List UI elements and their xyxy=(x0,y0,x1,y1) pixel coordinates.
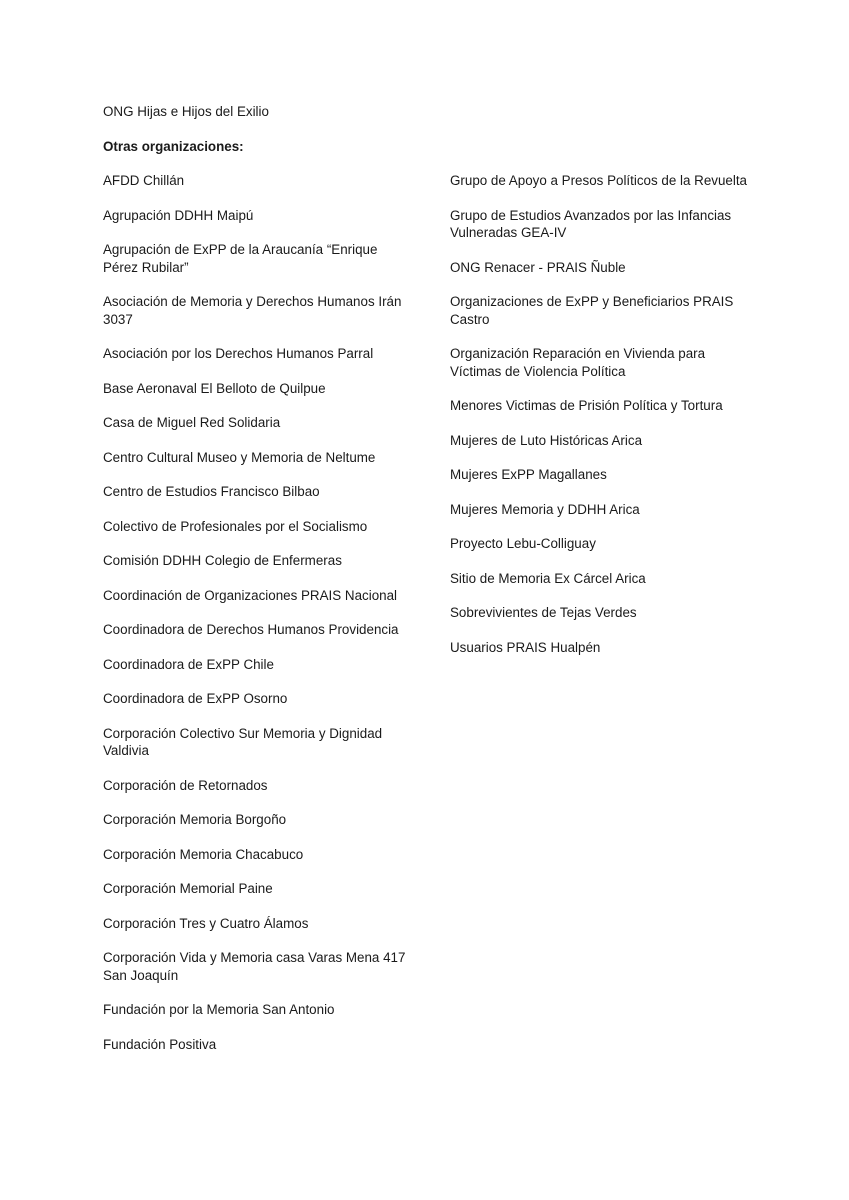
organization-item: Corporación Memorial Paine xyxy=(103,881,273,896)
organization-item: Fundación Positiva xyxy=(103,1036,217,1052)
organization-item: Corporación Memoria Chacabuco xyxy=(103,846,304,862)
organization-item: Corporación de Retornados xyxy=(103,777,268,793)
organization-item: Coordinación de Organizaciones PRAIS Nacional xyxy=(103,587,398,603)
organization-item: Organización Reparación en Vivienda para Víctimas de Violencia Política xyxy=(450,346,706,379)
organizations-left-column xyxy=(103,172,408,1070)
organization-item: Asociación de Memoria y Derechos Humanos Irán 3037 xyxy=(103,294,402,327)
organization-item: Organizaciones de ExPP y Beneficiarios PRAIS Castro xyxy=(450,294,734,327)
organization-item: Usuarios PRAIS Hualpén xyxy=(450,639,601,655)
organization-item: Corporación Memoria Borgoño xyxy=(103,812,287,827)
organization-item: Centro de Estudios Francisco Bilbao xyxy=(103,484,320,499)
organization-item: Proyecto Lebu-Colliguay xyxy=(450,536,596,551)
organization-item: ONG Renacer - PRAIS Ñuble xyxy=(450,259,626,275)
organization-item: Coordinadora de ExPP Osorno xyxy=(103,691,288,706)
organization-item: Base Aeronaval El Belloto de Quilpue xyxy=(103,380,326,396)
organization-item: Asociación por los Derechos Humanos Parral xyxy=(103,346,374,361)
section-heading: Otras organizaciones: xyxy=(103,138,244,154)
intro-line: ONG Hijas e Hijos del Exilio xyxy=(103,104,269,119)
organization-item: Corporación Colectivo Sur Memoria y Dignidad Valdivia xyxy=(103,725,383,758)
organization-list-left xyxy=(103,172,408,1053)
organizations-right-column xyxy=(450,172,750,673)
organization-list-right xyxy=(450,172,750,656)
organization-item: Grupo de Estudios Avanzados por las Infancias Vulneradas GEA-IV xyxy=(450,207,732,240)
organization-item: Colectivo de Profesionales por el Socialismo xyxy=(103,518,368,534)
organization-item: Menores Victimas de Prisión Política y Tortura xyxy=(450,398,723,413)
organization-item: Sitio de Memoria Ex Cárcel Arica xyxy=(450,570,646,586)
organization-item: Mujeres ExPP Magallanes xyxy=(450,467,607,482)
organization-item: Grupo de Apoyo a Presos Políticos de la Revuelta xyxy=(450,173,747,188)
organization-item: Mujeres Memoria y DDHH Arica xyxy=(450,501,640,517)
organization-item: Casa de Miguel Red Solidaria xyxy=(103,415,281,430)
organization-item: Sobrevivientes de Tejas Verdes xyxy=(450,605,637,620)
organization-item: AFDD Chillán xyxy=(103,173,185,188)
organization-item: Corporación Tres y Cuatro Álamos xyxy=(103,915,309,931)
intro-block xyxy=(103,103,423,155)
organization-item: Mujeres de Luto Históricas Arica xyxy=(450,432,643,448)
organization-item: Agrupación de ExPP de la Araucanía “Enrique Pérez Rubilar” xyxy=(103,242,378,275)
organization-item: Coordinadora de Derechos Humanos Providencia xyxy=(103,622,399,637)
organization-item: Centro Cultural Museo y Memoria de Neltume xyxy=(103,449,376,465)
organization-item: Agrupación DDHH Maipú xyxy=(103,207,254,223)
organization-item: Comisión DDHH Colegio de Enfermeras xyxy=(103,553,342,568)
organization-item: Fundación por la Memoria San Antonio xyxy=(103,1002,335,1017)
organization-item: Corporación Vida y Memoria casa Varas Mena 417 San Joaquín xyxy=(103,950,406,983)
organization-item: Coordinadora de ExPP Chile xyxy=(103,656,274,672)
